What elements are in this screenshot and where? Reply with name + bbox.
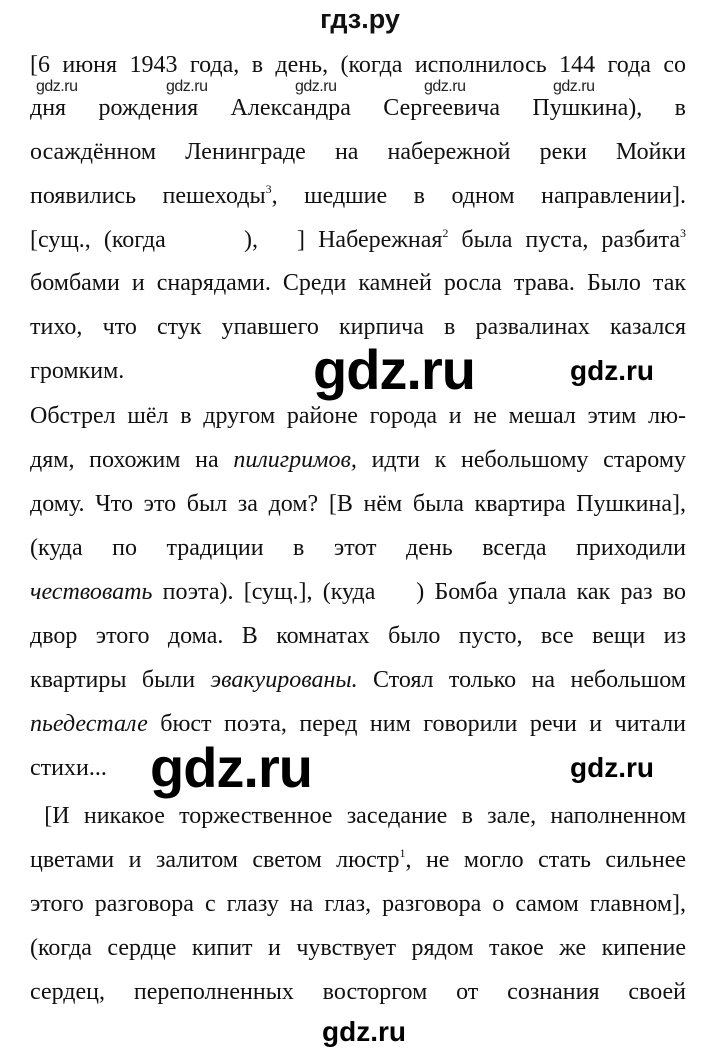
italic-word: эвакуированы.	[210, 667, 358, 693]
watermark: gdz.ru	[150, 736, 312, 799]
text-segment: была пуста, разбита	[448, 227, 680, 253]
text-segment: бомбами и снарядами. Среди камней росла трава. Было так	[30, 270, 686, 296]
text-line	[30, 358, 124, 384]
text-line	[30, 447, 686, 473]
text-line	[30, 227, 686, 253]
watermark: gdz.ru	[36, 78, 78, 95]
text-line	[30, 535, 686, 561]
text-line	[30, 95, 686, 121]
text-line	[30, 52, 686, 78]
text-segment: тихо, что стук упавшего кирпича в развалинах казался	[30, 314, 686, 340]
text-segment: дому. Что это был за дом? [В нём была квартира Пушкина],	[30, 491, 686, 517]
text-segment: Обстрел шёл в другом районе города и не мешал этим лю-	[30, 403, 686, 429]
text-line	[30, 270, 686, 296]
site-header: гдз.ру	[320, 4, 400, 34]
text-segment: (куда по традиции в этот день всегда приходили	[30, 535, 686, 561]
text-segment: сердец, переполненных восторгом от сознания своей	[30, 979, 686, 1005]
text-segment: двор этого дома. В комнатах было пусто, все вещи из	[30, 623, 686, 649]
text-line	[30, 935, 686, 961]
text-line	[30, 579, 686, 605]
italic-word: чествовать	[30, 579, 153, 605]
text-segment: Стоял только на небольшом	[357, 667, 686, 693]
italic-word: пьедестале	[30, 711, 148, 737]
footnote-marker: 3	[265, 183, 272, 196]
text-segment: этого разговора с глазу на глаз, разговора о самом главном],	[30, 891, 686, 917]
text-segment: идти к небольшому старому	[356, 447, 686, 473]
text-line	[30, 314, 686, 340]
italic-word: пилигримов,	[233, 447, 357, 473]
text-segment: громким.	[30, 358, 125, 384]
text-segment: (когда сердце кипит и чувствует рядом такое же кипение	[30, 935, 686, 961]
text-segment: квартиры были	[30, 667, 211, 693]
text-segment: [6 июня 1943 года, в день, (когда исполнилось 144 года со	[30, 52, 686, 78]
text-line	[30, 403, 686, 429]
text-segment: , шедшие в одном направлении].	[271, 183, 686, 209]
text-segment: стихи...	[30, 755, 107, 781]
watermark: gdz.ru	[166, 78, 208, 95]
text-segment: бюст поэта, перед ним говорили речи и читали	[147, 711, 686, 737]
text-segment: дня рождения Александра Сергеевича Пушкина), в	[30, 95, 686, 121]
text-line	[30, 755, 107, 781]
footnote-marker: 3	[680, 227, 686, 240]
text-line	[30, 711, 686, 737]
watermark: gdz.ru	[424, 78, 466, 95]
watermark: gdz.ru	[553, 78, 595, 95]
watermark: gdz.ru	[570, 355, 654, 386]
text-line	[30, 623, 686, 649]
text-line	[30, 667, 686, 693]
text-segment: поэта). [сущ.], (куда ) Бомба упала как раз во	[152, 579, 686, 605]
watermark: gdz.ru	[570, 752, 654, 783]
text-line	[30, 183, 686, 209]
text-segment: [И никакое торжественное заседание в зале, наполненном	[30, 803, 686, 829]
text-line	[30, 139, 686, 165]
text-segment: , не могло стать сильнее	[405, 847, 686, 873]
text-line	[30, 979, 686, 1005]
footnote-marker: 1	[399, 847, 406, 860]
text-line	[30, 847, 686, 873]
watermark: gdz.ru	[295, 78, 337, 95]
text-line	[30, 891, 686, 917]
text-segment: цветами и залитом светом люстр	[30, 847, 400, 873]
text-segment: [сущ., (когда ), ] Набережная	[30, 227, 443, 253]
footnote-marker: 2	[442, 227, 449, 240]
text-segment: дям, похожим на	[30, 447, 234, 473]
text-line	[30, 491, 686, 517]
text-segment: появились пешеходы	[30, 183, 266, 209]
text-segment: осаждённом Ленинграде на набережной реки Мойки	[30, 139, 686, 165]
text-line	[30, 803, 686, 829]
watermark: gdz.ru	[322, 1016, 406, 1047]
watermark: gdz.ru	[313, 338, 475, 401]
